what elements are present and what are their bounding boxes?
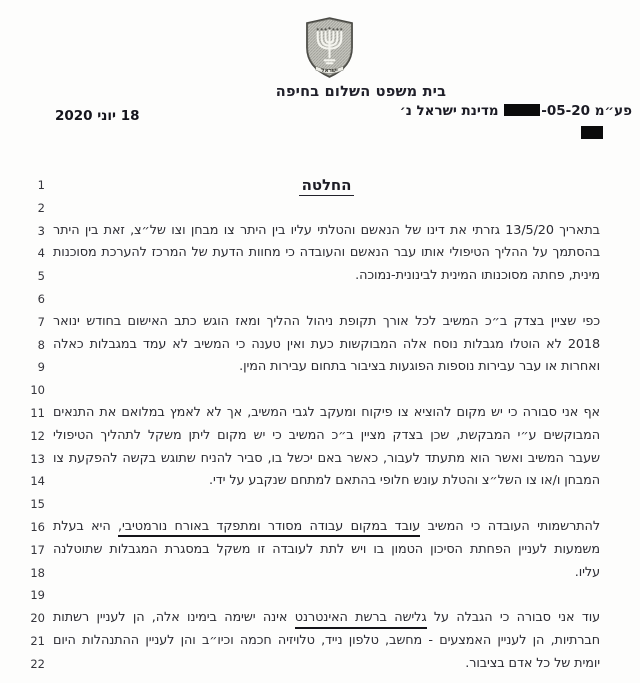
line-text [53, 402, 600, 425]
line-text [53, 265, 600, 288]
israel-state-emblem-icon [301, 17, 358, 80]
line-number: 2 [37, 200, 45, 215]
line-number: 9 [37, 360, 45, 375]
line-number: 16 [30, 519, 45, 534]
text-segment: חברתיות, הן לעניין האמצעים - מחשב, טלפון נייד, טלויזיה חכמה וכיו״ב והן לעניין ההתנהלות היום [53, 632, 600, 648]
line-number: 4 [37, 246, 45, 261]
line-text [53, 539, 600, 562]
text-segment: להתרשמותי העובדה כי המשיב [420, 518, 600, 534]
document-line [0, 197, 640, 220]
document-line [0, 334, 640, 357]
line-number: 13 [30, 451, 45, 466]
text-segment: שעבר המשיב ואשר הוא מתעתד לעבור, כאשר באם יכשל בו, סביר להניח שתוגש בקשה להפקעת צו [53, 450, 600, 466]
document-line [0, 425, 640, 448]
case-number [503, 103, 590, 119]
text-segment: כפי שציין בצדק ב״כ המשיב לכל אורך תקופת ניהול ההליך ומאז הוגש כתב האישום בחודש ינואר [53, 313, 600, 329]
line-text [53, 379, 600, 402]
case-type-prefix: פע״מ [594, 103, 632, 119]
line-text [53, 220, 600, 243]
line-text [53, 630, 600, 653]
line-text [53, 584, 600, 607]
line-number: 20 [30, 611, 45, 626]
text-segment: בתאריך 13/5/20 גזרתי את דינו של הנאשם והטלתי עליו בין היתר צו מבחן וצו של״צ, זאת בין היתר [53, 222, 600, 238]
text-segment: המבחן ו/או צו השל״צ והטלת עונש חלופי בהתאם למתחם שנקבע על ידי. [209, 473, 600, 489]
line-text [53, 311, 600, 334]
line-number: 19 [30, 588, 45, 603]
document-line [0, 630, 640, 653]
case-header-line [400, 103, 632, 119]
line-text [53, 356, 600, 379]
page-title: החלטה [299, 176, 355, 196]
emblem-caption: ישראל [321, 67, 338, 74]
case-parties: מדינת ישראל נ׳ [399, 103, 499, 119]
line-number: 10 [30, 383, 45, 398]
line-number: 7 [37, 314, 45, 329]
line-text [53, 493, 600, 516]
line-text [53, 607, 600, 630]
text-segment: אינה ישימה בימינו אלה, הן לעניין רשתות [53, 610, 295, 626]
line-text [53, 516, 600, 539]
redaction-box-case-number [504, 104, 540, 116]
document-line [0, 356, 640, 379]
line-text [53, 562, 600, 585]
text-segment: יומית של כל אדם בציבור. [465, 655, 600, 671]
case-number-visible: -05-20 [541, 103, 591, 119]
line-number: 15 [30, 497, 45, 512]
document-line [0, 607, 640, 630]
line-text [53, 242, 600, 265]
text-segment: עליו. [574, 564, 600, 580]
line-number: 14 [30, 474, 45, 489]
decision-date: 18 יוני 2020 [55, 108, 140, 124]
text-segment: היא בעלת [53, 518, 118, 534]
court-name: בית משפט השלום בחיפה [275, 84, 447, 100]
line-text [53, 334, 600, 357]
redaction-box-respondent [581, 126, 603, 139]
document-line [0, 516, 640, 539]
decision-title-row [53, 174, 600, 197]
line-number: 3 [37, 223, 45, 238]
text-segment: 2018 לא הוטלו מגבלות נוסח אלה המבוקשות כעת ואין טענה כי המשיב לא עמד במגבלות כאלה [53, 336, 600, 352]
line-number: 22 [30, 656, 45, 671]
underlined-emphasis: גלישה ברשת האינטרנט [295, 610, 427, 629]
line-text [53, 288, 600, 311]
document-lines [0, 174, 640, 676]
line-number: 11 [30, 405, 45, 420]
document-line [0, 653, 640, 676]
line-text [53, 448, 600, 471]
document-line [0, 242, 640, 265]
text-segment: בהסתמך על ההליך הטיפולי אותו עבר הנאשם והעובדה כי מחוות הדעת של המרכז להערכת מסוכנות [53, 245, 600, 261]
line-number: 17 [30, 542, 45, 557]
text-segment: ואחרות או עבר עבירות נוספות הפוגעות בציבור בתחום עבירות המין. [239, 359, 600, 375]
document-line [0, 402, 640, 425]
document-line [0, 174, 640, 197]
document-line [0, 470, 640, 493]
line-number: 18 [30, 565, 45, 580]
document-line [0, 448, 640, 471]
line-text [53, 653, 600, 676]
document-line [0, 288, 640, 311]
document-line [0, 493, 640, 516]
document-line [0, 584, 640, 607]
line-text [53, 425, 600, 448]
document-line [0, 220, 640, 243]
line-text [53, 197, 600, 220]
document-line [0, 562, 640, 585]
text-segment: עוד אני סבורה כי הגבלה על [426, 610, 601, 626]
text-segment: משמעות לעניין הפחתת הסיכון הטמון בו ויש לתת לעובדה זו משקל במסגרת המגבלות שתוטלנה [53, 541, 600, 557]
line-number: 6 [37, 291, 45, 306]
line-number: 12 [30, 428, 45, 443]
document-line [0, 379, 640, 402]
line-number: 1 [37, 178, 45, 192]
document-line [0, 265, 640, 288]
line-number: 21 [30, 633, 45, 648]
text-segment: המבוקשים ע״י המבקשת, שכן בצדק מציין ב״כ המשיב כי יש מקום ליתן משקל לתהליך הטיפולי [53, 427, 600, 443]
underlined-emphasis: עובד במקום עבודה מסודר ומתפקד באורח נורמטיבי, [118, 519, 420, 538]
line-number: 5 [37, 269, 45, 284]
document-line [0, 311, 640, 334]
document-line [0, 539, 640, 562]
text-segment: מינית, פחתה מסוכנותו המינית לבינונית-נמוכה. [355, 268, 600, 284]
line-number: 8 [37, 337, 45, 352]
line-text [53, 470, 600, 493]
text-segment: אף אני סבורה כי יש מקום להוציא צו פיקוח ומעקב לגבי המשיב, אך לא לאמץ במלואם את התנאים [53, 404, 600, 420]
